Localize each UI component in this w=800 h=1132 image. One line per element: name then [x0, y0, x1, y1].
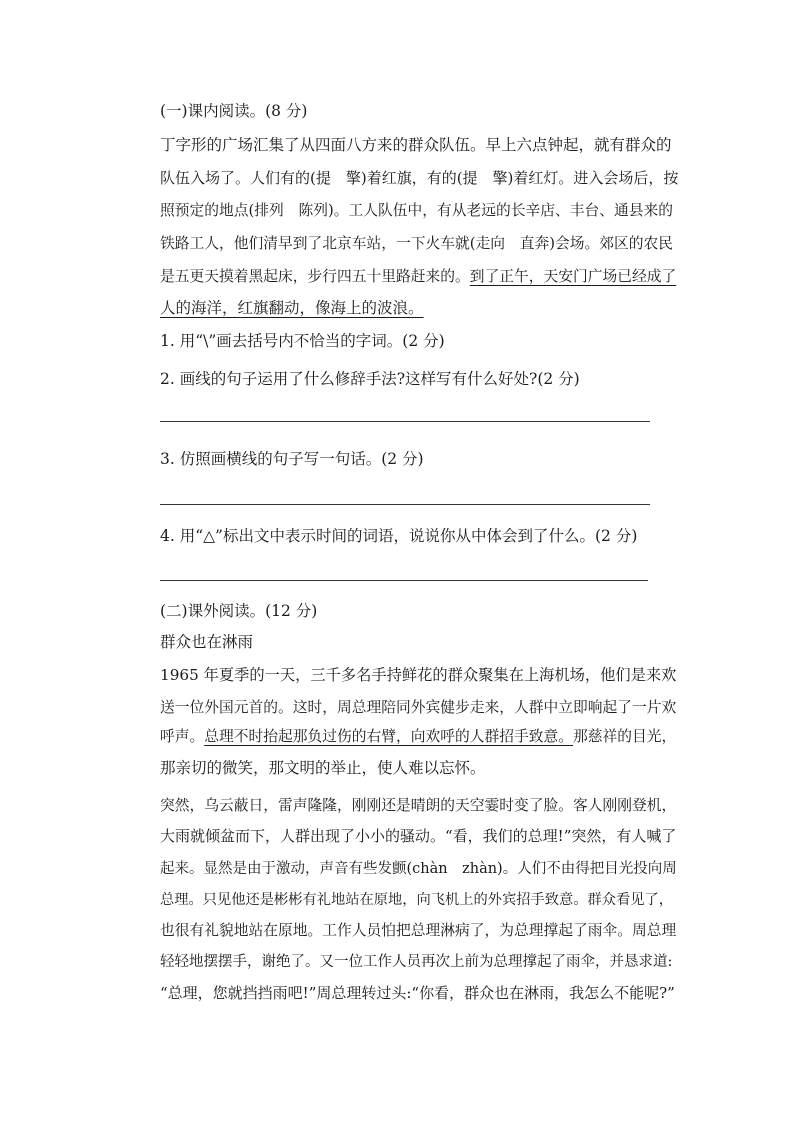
passage1-line-1: 丁字形的广场汇集了从四面八方来的群众队伍。早上六点钟起，就有群众的 [160, 136, 672, 154]
passage1-line-5-text: 是五更天摸着黑起床，步行四五十里路赶来的。 [160, 268, 470, 285]
question-3: 3. 仿照画横线的句子写一句话。(2 分) [160, 450, 424, 468]
answer-line-4[interactable] [160, 580, 648, 581]
passage2-para2-line-1: 突然，乌云蔽日，雷声隆隆，刚刚还是晴朗的天空霎时变了脸。客人刚刚登机， [160, 797, 677, 814]
passage2-line-3-tail: 那慈祥的目光， [573, 728, 677, 745]
passage2-para2-line-3: 起来。显然是由于激动，声音有些发颤(chàn zhàn)。人们不由得把目光投向周 [160, 861, 677, 877]
passage2-line-3-lead: 呼声。 [160, 728, 205, 745]
underlined-sentence-part2: 人的海洋，红旗翻动，像海上的波浪。 [160, 299, 424, 317]
passage2-para2-line-7: “总理，您就挡挡雨吧!”周总理转过头:“你看，群众也在淋雨，我怎么不能呢?” [160, 984, 675, 1002]
passage2-para2-line-5: 也很有礼貌地站在原地。工作人员怕把总理淋病了，为总理撑起了雨伞。周总理 [160, 922, 677, 939]
question-4: 4. 用“△”标出文中表示时间的词语，说说你从中体会到了什么。(2 分) [160, 527, 638, 545]
answer-line-3[interactable] [160, 504, 650, 505]
passage2-line-1: 1965 年夏季的一天，三千多名手持鲜花的群众聚集在上海机场，他们是来欢 [160, 666, 677, 684]
passage2-line-2: 送一位外国元首的。这时，周总理陪同外宾健步走来，人群中立即响起了一片欢 [160, 699, 677, 716]
passage2-para2-line-4: 总理。只见他还是彬彬有礼地站在原地，向飞机上的外宾招手致意。群众看见了， [160, 892, 674, 908]
underlined-sentence-2: 总理不时抬起那负过伤的右臂，向欢呼的人群招手致意。 [204, 728, 573, 745]
section2-heading: (二)课外阅读。(12 分) [160, 602, 318, 620]
underlined-sentence-part1: 到了正午，天安门广场已经成了 [469, 268, 677, 285]
passage2-para2-line-6: 轻轻地摆摆手，谢绝了。又一位工作人员再次上前为总理撑起了雨伞，并恳求道: [160, 954, 673, 970]
passage2-para2-line-2: 大雨就倾盆而下，人群出现了小小的骚动。“看，我们的总理!”突然，有人喊了 [160, 827, 677, 845]
passage1-line-2: 队伍入场了。人们有的(提 擎)着红旗，有的(提 擎)着红灯。进入会场后，按 [160, 169, 679, 187]
passage1-line-3: 照预定的地点(排列 陈列)。工人队伍中，有从老远的长辛店、丰台、通县来的 [160, 202, 674, 219]
passage2-line-4: 那亲切的微笑，那文明的举止，使人难以忘怀。 [160, 759, 486, 777]
section1-heading: (一)课内阅读。(8 分) [160, 102, 308, 120]
passage2-line-3 [160, 727, 680, 747]
passage1-line-4: 铁路工人，他们清早到了北京车站，一下火车就(走向 直奔)会场。郊区的农民 [160, 235, 674, 252]
answer-line-2[interactable] [160, 421, 650, 422]
story-title: 群众也在淋雨 [160, 633, 254, 651]
question-1: 1. 用“\”画去括号内不恰当的字词。(2 分) [160, 332, 445, 350]
passage1-line-6 [160, 298, 680, 318]
passage1-line-5 [160, 267, 680, 287]
question-2: 2. 画线的句子运用了什么修辞手法?这样写有什么好处?(2 分) [160, 370, 580, 388]
